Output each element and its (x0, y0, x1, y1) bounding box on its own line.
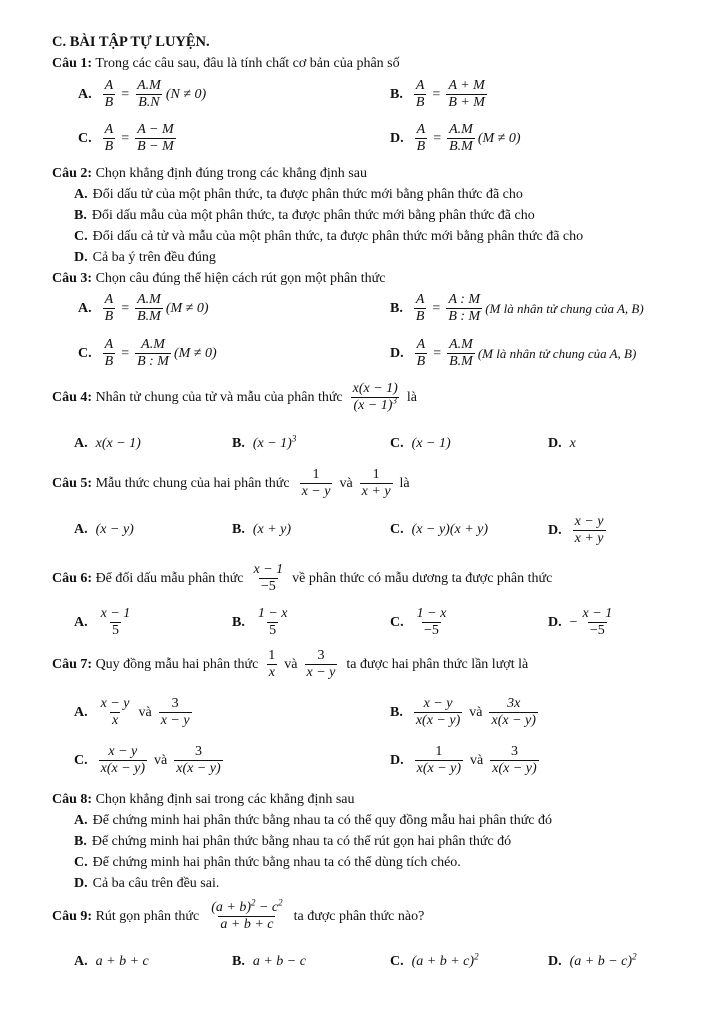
question-1 (52, 56, 400, 72)
question-2: Câu 2: Chọn khẳng định đúng trong các khẳng định sau (52, 166, 367, 181)
q5-option-c[interactable]: C. (x − y)(x + y) (390, 522, 489, 537)
q6-option-d[interactable]: D. − $\frac{x - 1}{-5}$ (548, 606, 613, 639)
q9-option-b[interactable]: B. a + b − c (232, 954, 306, 969)
q9-option-d[interactable]: D. $(a + b - c)^2$ (548, 951, 637, 969)
question-9: Câu 9: Rút gọn phân thức $\frac{(a + b)^2 - c^2}{a + b + c}$ ta được phân thức nào? (52, 897, 425, 933)
q6-option-a[interactable]: A. $\frac{x - 1}{5}$ (74, 606, 131, 639)
q7-option-c[interactable]: C. $\frac{x - y}{x(x - y)}$ và $\frac{3}{x(x - y)}$ (74, 744, 221, 777)
question-4: Câu 4: Nhân tử chung của tử và mẫu của phân thức $\frac{x(x - 1)}{(x - 1)^3}$ là (52, 381, 417, 414)
q8-option-a[interactable]: A. Để chứng minh hai phân thức bằng nhau ta có thể quy đồng mẫu hai phân thức đó (74, 813, 552, 828)
q5-option-b[interactable]: B. (x + y) (232, 522, 292, 537)
q2-option-a[interactable]: A. Đổi dấu tử của một phân thức, ta được phân thức mới bằng phân thức đã cho (74, 187, 523, 202)
q1-option-a[interactable]: A. $\frac{A}{B}$ = $\frac{A.M}{B.N}$ (N ≠ 0) (78, 78, 207, 111)
q8-option-c[interactable]: C. Để chứng minh hai phân thức bằng nhau ta có thể dùng tích chéo. (74, 855, 461, 870)
q2-option-d[interactable]: D. Cả ba ý trên đều đúng (74, 250, 216, 265)
q8-option-d[interactable]: D. Cả ba câu trên đều sai. (74, 876, 220, 891)
question-5: Câu 5: Mẫu thức chung của hai phân thức $\frac{1}{x - y}$ và $\frac{1}{x + y}$ là (52, 467, 410, 500)
q2-option-c[interactable]: C. Đổi dấu cả tử và mẫu của một phân thức, ta được phân thức mới bằng phân thức đã cho (74, 229, 584, 244)
q6-option-b[interactable]: B. $\frac{1 - x}{5}$ (232, 606, 288, 639)
q4-option-d[interactable]: D. x (548, 436, 576, 451)
q1-option-c[interactable]: C. $\frac{A}{B}$ = $\frac{A - M}{B - M}$ (78, 122, 174, 155)
q9-option-a[interactable]: A. a + b + c (74, 954, 149, 969)
q3-option-a[interactable]: A. $\frac{A}{B}$ = $\frac{A.M}{B.M}$ (M ≠ 0) (78, 292, 209, 325)
q5-option-d[interactable]: D. $\frac{x - y}{x + y}$ (548, 514, 604, 547)
q1-option-b[interactable]: B. $\frac{A}{B}$ = $\frac{A + M}{B + M}$ (390, 78, 485, 111)
question-6: Câu 6: Để đối dấu mẫu phân thức $\frac{x - 1}{-5}$ về phân thức có mẫu dương ta được phân thức (52, 562, 553, 595)
question-3: Câu 3: Chọn câu đúng thể hiện cách rút gọn một phân thức (52, 271, 386, 286)
q8-option-b[interactable]: B. Để chứng minh hai phân thức bằng nhau ta có thể rút gọn hai phân thức đó (74, 834, 512, 849)
q7-option-d[interactable]: D. $\frac{1}{x(x - y)}$ và $\frac{3}{x(x - y)}$ (390, 744, 537, 777)
q4-option-a[interactable]: A. x(x − 1) (74, 436, 141, 451)
q1-option-d[interactable]: D. $\frac{A}{B}$ = $\frac{A.M}{B.M}$ (M ≠ 0) (390, 122, 521, 155)
question-number: Câu 1: (52, 56, 93, 71)
section-title: C. BÀI TẬP TỰ LUYỆN. (52, 34, 210, 50)
question-8: Câu 8: Chọn khẳng định sai trong các khẳng định sau (52, 792, 355, 807)
question-text: Trong các câu sau, đâu là tính chất cơ bản của phân số (95, 56, 400, 71)
q3-option-d[interactable]: D. $\frac{A}{B}$ = $\frac{A.M}{B.M}$ (M là nhân tử chung của A, B) (390, 337, 637, 370)
q4-option-b[interactable]: B. $(x - 1)^3$ (232, 433, 297, 451)
q9-option-c[interactable]: C. $(a + b + c)^2$ (390, 951, 479, 969)
q7-option-a[interactable]: A. $\frac{x - y}{x}$ và $\frac{3}{x - y}$ (74, 696, 190, 729)
q2-option-b[interactable]: B. Đổi dấu mẫu của một phân thức, ta được phân thức mới bằng phân thức đã cho (74, 208, 535, 223)
q5-option-a[interactable]: A. (x − y) (74, 522, 134, 537)
q3-option-c[interactable]: C. $\frac{A}{B}$ = $\frac{A.M}{B : M}$ (M ≠ 0) (78, 337, 217, 370)
q3-option-b[interactable]: B. $\frac{A}{B}$ = $\frac{A : M}{B : M}$ (M là nhân tử chung của A, B) (390, 292, 644, 325)
q6-option-c[interactable]: C. $\frac{1 - x}{-5}$ (390, 606, 447, 639)
question-7: Câu 7: Quy đồng mẫu hai phân thức $\frac{1}{x}$ và $\frac{3}{x - y}$ ta được hai phân thức lần lượt là (52, 648, 529, 681)
q7-option-b[interactable]: B. $\frac{x - y}{x(x - y)}$ và $\frac{3x}{x(x - y)}$ (390, 696, 536, 729)
q4-option-c[interactable]: C. (x − 1) (390, 436, 451, 451)
